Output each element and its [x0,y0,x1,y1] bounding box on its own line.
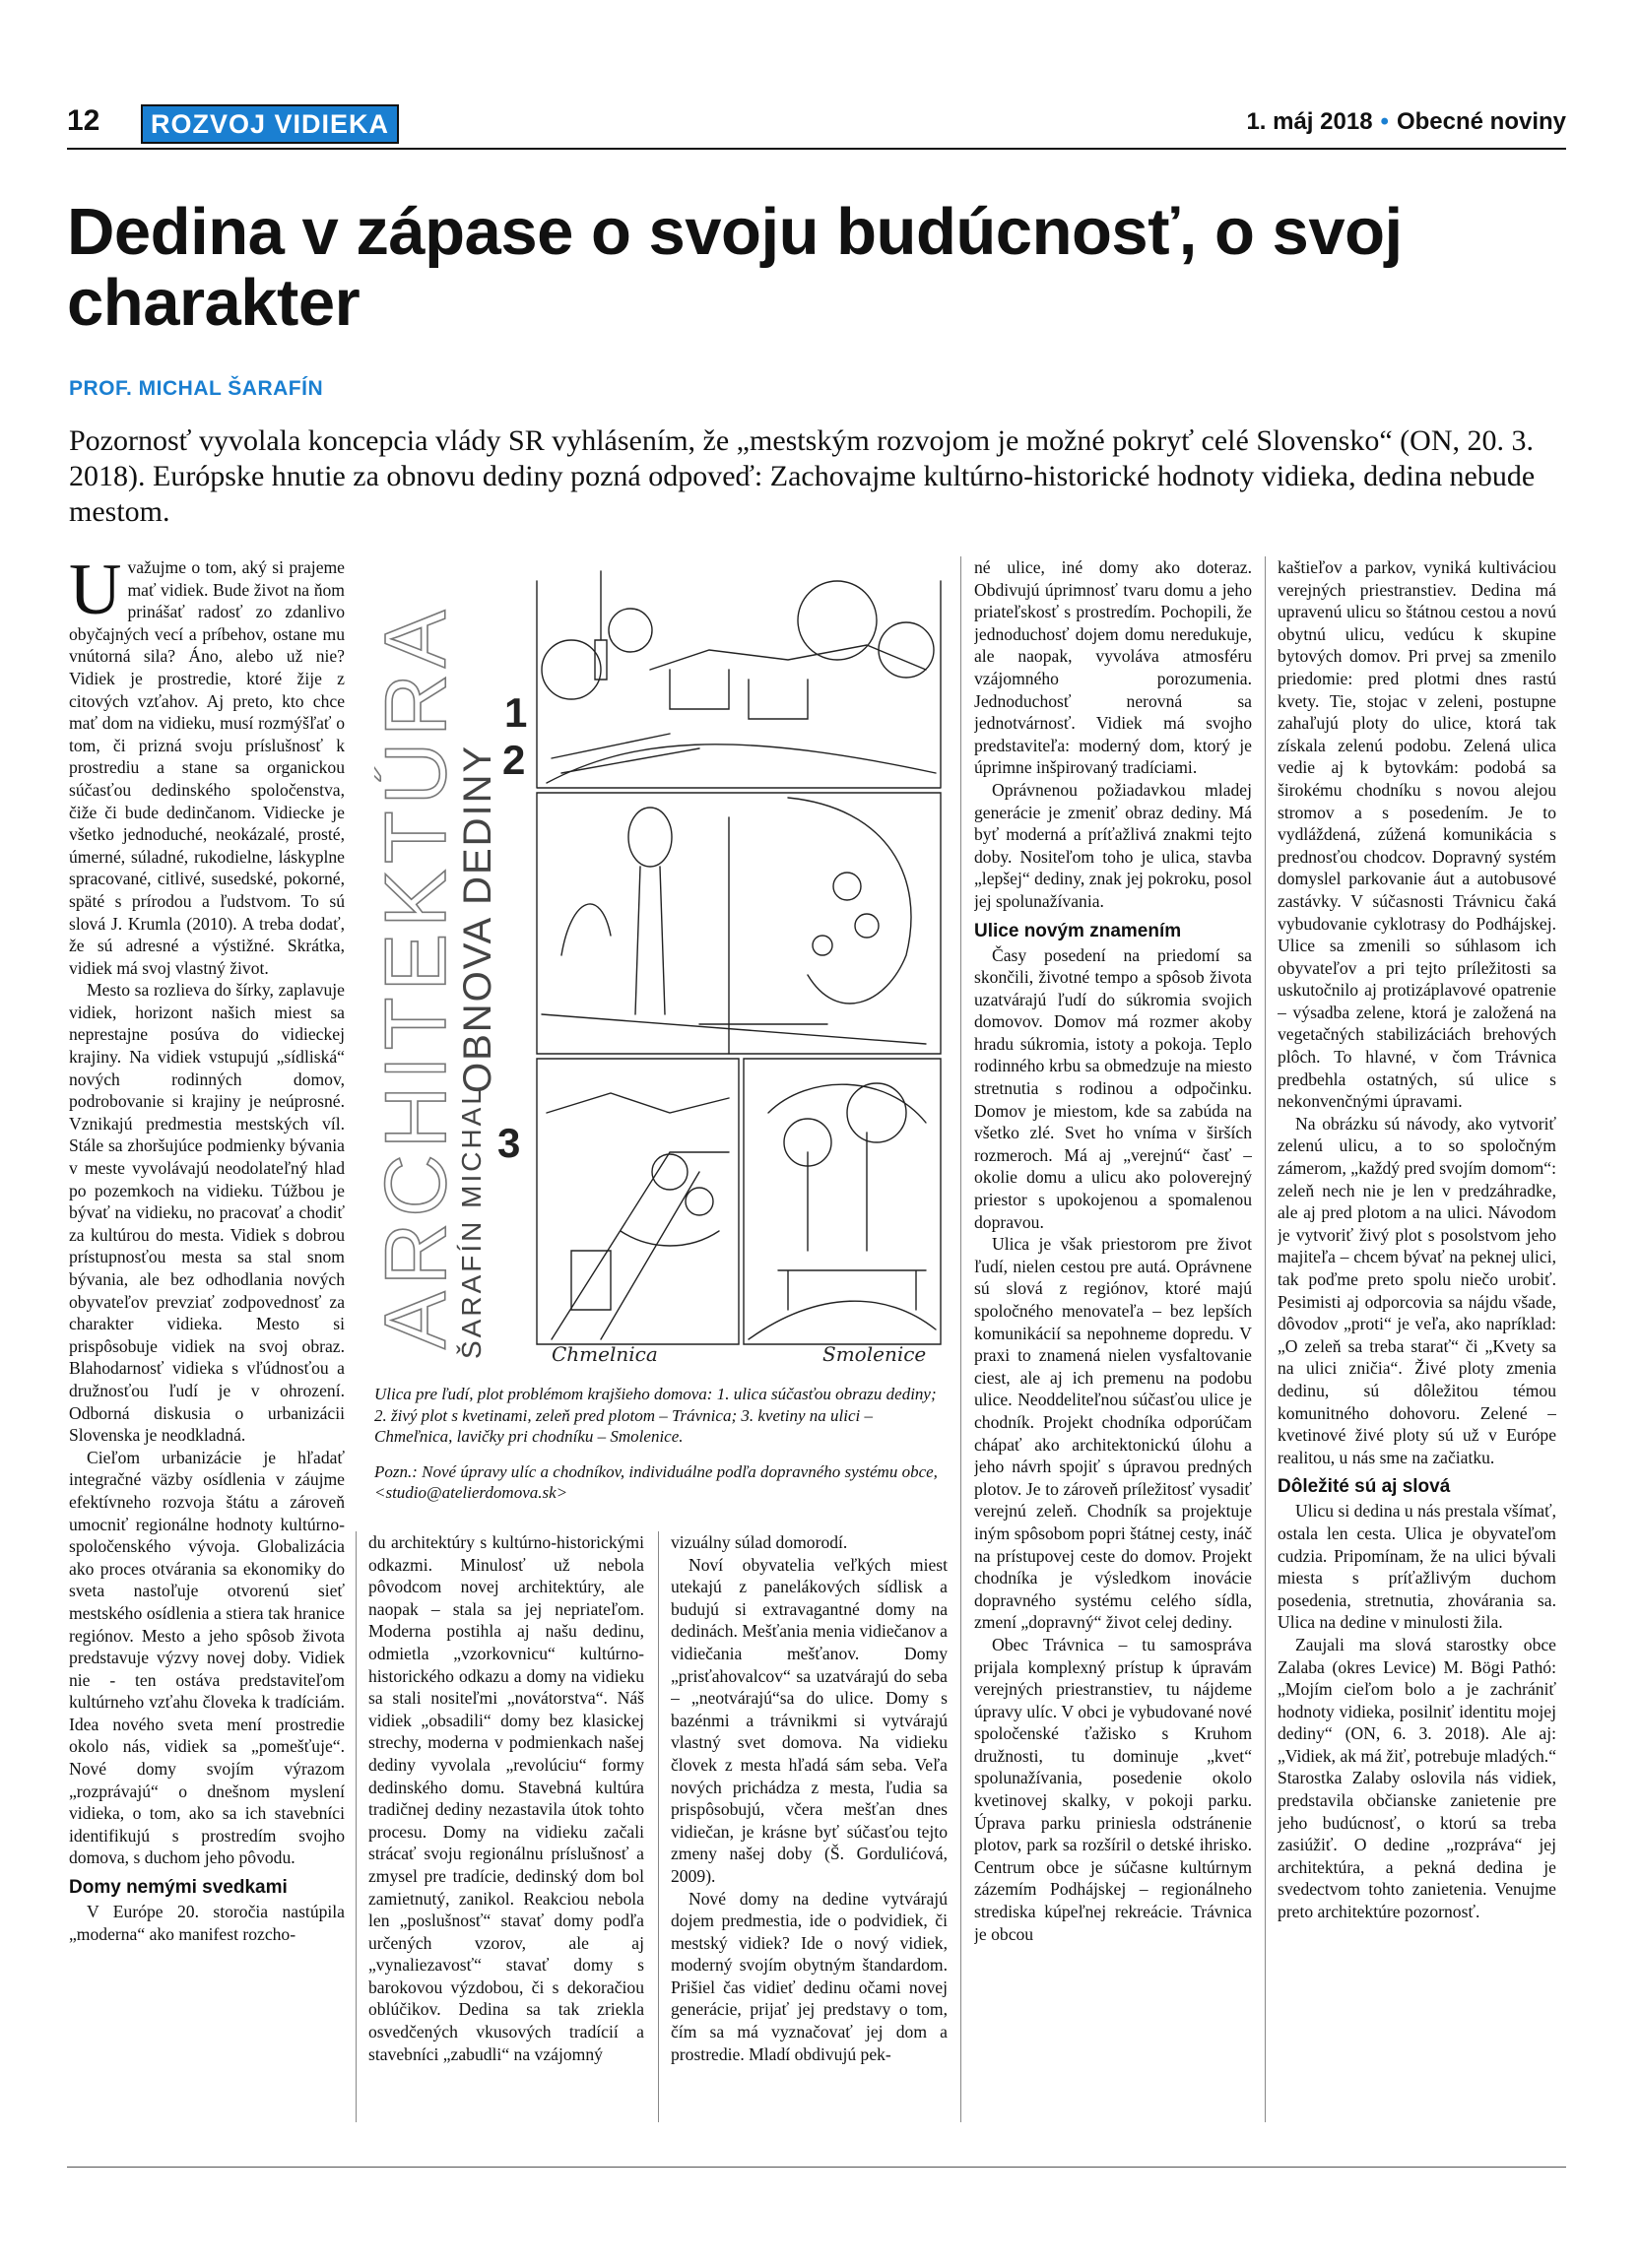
sketch-illustration [374,561,946,1369]
text-column-1 [69,556,345,2122]
illustration-author: ŠARAFÍN MICHAL [456,1086,487,1359]
sketch-sign-chmelnica: Chmelnica [552,1342,658,1366]
column-rule [1265,556,1266,2122]
column-rule [658,1531,659,2122]
caption-text: Ulica pre ľudí, plot problémom krajšieho domova: 1. ulica súčasťou obrazu dediny; 2. živý plot s kvetinami, zeleň pred plotom – Trávnica; 3. kvetiny na ulici – Chmeľnica, lavičky pri chodníku – Smolenice. [374,1385,937,1446]
paragraph: Nové domy na dedine vytvárajú dojem predmestia, ide o podvidiek, či mestský vidiek? Ide o nový vidiek, moderný svojím obytným štandardom. Prišiel čas vidieť dedinu očami novej generácie, prijať jej predstavy o tom, čím sa má vyznačovať jej dom a prostredie. Mladí obdivujú pek- [671,1888,948,2064]
subheading: Dôležité sú aj slová [1278,1476,1451,1498]
separator-dot: • [1380,108,1389,135]
subheading: Ulice novým znamením [974,920,1182,941]
drop-cap: U [69,556,122,630]
paragraph: du architektúry s kultúrno-historickými odkazmi. Minulosť už nebola pôvodcom novej architektúry, ale naopak – stala sa jej nepriateľom. Moderna postihla aj našu dedinu, odmietla „vzorkovnicu“ kultúrno-historického odkazu a domy na vidieku sa stali nositeľmi „novátorstva“. Náš vidiek „obsadili“ domy bez klasickej strechy, moderna v podmienkach našej dediny vyvolala „revolúciu“ formy dedinského domu. Stavebná kultúra tradičnej dediny nezastavila útok tohto procesu. Domy na vidieku začali strácať svoju regionálnu príslušnosť a zmysel pre tradície, dedinský dom bol zamietnutý, zanikol. Reakciou nebola len „poslušnosť“ stavať domy podľa určených vzorov, ale aj „vynaliezavosť“ stavať domy s barokovou výzdobou, či s dekoračiou oblúčikov. Dedina sa tak zriekla osvedčených vkusových tradícií a stavebníci „zabudli“ na vzájomný [368,1532,644,2064]
paragraph: kaštieľov a parkov, vyniká kultiváciou verejných priestranstiev. Dedina má upravenú ulicu so štátnou cestou a novú obytnú ulicu, vedúcu k skupine bytových domov. Pri prvej sa zmenilo priedomie: pred plotmi dnes rastú kvety. Tie, stojac v zeleni, postupne zahaľujú ploty do ulice, ktorá tak získala zelenú podobu. Zelená ulica vedie aj k bytovkám: podobá sa širokému chodníku s novou alejou stromov a s posedením. Je to vydláždená, zúžená komunikácia s prednosťou chodcov. Dopravný systém domyslel parkovanie áut a autobusové zastávky. V súčasnosti Trávnicu čaká vybudovanie cyklotrasy do Podhájskej. Ulice sa zmenili so súhlasom ich obyvateľov a pri tejto príležitosti sa uskutočnilo aj protizáplavové opatrenie – výsadba zelene, ktorá je založená na vegetačných stabilizáciách brehových plôch. To hlavné, v čom Trávnica predbehla ostatných, sú ulice s nekonvenčnými úpravami. [1278,557,1556,1112]
architecture-sketch [374,561,946,1369]
issue-date: 1. máj 2018 [1246,108,1373,135]
publication-name: Obecné noviny [1396,108,1566,135]
paragraph: vizuálny súlad domorodí. [671,1532,848,1552]
sketch-number-3: 3 [497,1120,521,1166]
paragraph: Oprávnenou požiadavkou mladej generácie je zmeniť obraz dediny. Má byť moderná a príťažlivá znakmi tejto doby. Nositeľom toho je ulica, stavba „lepšej“ dediny, znak jej pokroku, posol jej spolunažívania. [974,779,1252,911]
column-rule [356,1531,357,2122]
sketch-number-1: 1 [504,689,528,736]
bottom-rule [67,2167,1566,2168]
issue-info [1246,108,1566,136]
column-rule [960,556,961,2122]
paragraph: Zaujali ma slová starostky obce Zalaba (okres Levice) M. Bögi Pathó: „Mojím cieľom bolo a je zachrániť hodnoty vidieka, posilniť identitu mojej dediny“ (ON, 6. 3. 2018). Ale aj: „Vidiek, ak má žiť, potrebuje mladých.“ Starostka Zalaby oslovila nás vidiek, predstavila občianske zanietenie pre jeho budúcnosť, o ktorú sa treba zasiúžiť. O dedine „rozpráva“ jej architektúra, a pekná dedina je svedectvom tohto zanietenia. Venujme preto architektúre pozornosť. [1278,1634,1556,1922]
text-column-2 [368,1531,644,2122]
paragraph: Obec Trávnica – tu samospráva prijala komplexný prístup k úpravám verejných priestranstiev, tu nájdeme úpravy ulíc. V obci je vybudované nové spoločenské ťažisko s Kruhom družnosti, tu dominuje „kvet“ spolunažívania, posedenie okolo kvetinovej skalky, v pokoji parku. Úprava parku priniesla odstránenie plotov, park sa rozšíril o detské ihrisko. Centrum obce je súčasne kultúrnym zázemím Podhájskej – regionálneho strediska kúpeľnej rekreácie. Trávnica je obcou [974,1634,1252,1944]
paragraph: Cieľom urbanizácie je hľadať integračné väzby osídlenia v záujme efektívneho rozvoja štátu a zároveň umocniť regionálne hodnoty kultúrno-spoločenského vývoja. Globalizácia ako proces otvárania sa ekonomiky do sveta nastoľuje otvorenú sieť mestského osídlenia a stiera tak hranice regiónov. Mesto a jeho spôsob života predstavuje výzvy novej doby. Vidiek nie - ten ostáva predstaviteľom kultúrneho vzťahu človeka k tradíciám. Idea nového sveta mení prostredie okolo nás, vidiek sa „pomešťuje“. Nové domy svojím výrazom „rozprávajú“ o dnešnom myslení vidieka, o tom, ako sa ich stavebníci identifikujú s prostredím svojho domova, s duchom jeho pôvodu. [69,1447,345,1868]
paragraph: Časy posedení na priedomí sa skončili, životné tempo a spôsob života uzatvárajú ľudí do súkromia svojich domovov. Domov má rozmer akoby hradu súkromia, istoty a pokoja. Teplo rodinného krbu sa obmedzuje na miesto stretnutia s rodinou a odpočinku. Domov je miestom, kde sa zabúda na všetko zlé. Svet ho vníma v širších rozmeroch. Má aj „verejnú“ časť – okolie domu a ulicu ako poloverejný priestor s upokojenou a spomalenou dopravou. [974,944,1252,1232]
sketch-number-2: 2 [502,737,526,783]
article-lead: Pozornosť vyvolala koncepcia vlády SR vyhlásením, že „mestským rozvojom je možné pokryť celé Slovensko“ (ON, 20. 3. 2018). Európske hnutie za obnovu dediny pozná odpoveď: Zachovajme kultúrno-historické hodnoty vidieka, dedina nebude mestom. [69,424,1536,528]
sketch-sign-smolenice: Smolenice [822,1342,927,1366]
paragraph: né ulice, iné domy ako doteraz. Obdivujú úprimnosť tvaru domu a jeho priateľskosť s prostredím. Pochopili, že jednoduchosť dojem domu neredukuje, ale naopak, vyvoláva atmosféru vzájomného porozumenia. Jednoduchosť nerovná sa jednotvárnosť. Vidiek má svojho predstaviteľa: moderný dom, ktorý je úprimne inšpirovaný tradíciami. [974,557,1252,778]
paragraph: Mesto sa rozlieva do šírky, zaplavuje vidiek, horizont našich miest sa neprestajne posúva do vidieckej krajiny. Na vidiek vstupujú „sídliská“ nových rodinných domov, podrobovanie si krajiny je neúprosné. Vznikajú predmestia mestských víl. Stále sa zhoršujúce podmienky bývania v meste vyvolávajú neodolateľný hlad po pozemkoch na vidieku. Túžbou je bývať na vidieku, no pracovať a chodiť za kultúrou do mesta. Vidiek s dobrou prístupnosťou mesta sa stal snom bývania, ale bez odhodlania nových obyvateľov prevziať zodpovednosť za charakter vidieka. Mesto si prispôsobuje vidiek na svoj obraz. Blahodarnosť vidieka s vľúdnosťou a družnosťou ľudí je v ohrození. Odborná diskusia o urbanizácii Slovenska je neodkladná. [69,980,345,1446]
section-label: ROZVOJ VIDIEKA [141,104,399,144]
page-header [67,104,1566,144]
illustration-subtitle: OBNOVA DEDINY [456,744,499,1093]
subheading: Domy nemými svedkami [69,1877,288,1899]
paragraph: Noví obyvatelia veľkých miest utekajú z panelákových sídlisk a budujú si extravagantné domy na dedinách. Mešťania menia vidiečanov a vidiečania mešťanov. Domy „prisťahovalcov“ sa uzatvárajú do seba – „neotvárajú“sa do ulice. Domy s bazénmi a trávnikmi si vytvárajú vlastný svet domova. Na vidieku človek z mesta hľadá sám seba. Veľa nových prichádza z mesta, ľudia sa prispôsobujú, včera mešťan dnes vidiečan, je krásne byť súčasťou tejto zmeny našej doby (Š. Gordulićová, 2009). [671,1554,948,1886]
illustration-caption [374,1384,946,1504]
paragraph: Uvažujme o tom, aký si prajeme mať vidiek. Bude život na ňom prinášať radosť zo zdanlivo obyčajných vecí a príbehov, ostane mu vnútorná sila? Áno, alebo už nie? Vidiek je prostredie, ktoré žije z citových vzťahov. Aj preto, kto chce mať dom na vidieku, musí rozmýšľať o tom, či prizná svoju príslušnosť k prostrediu a stane sa organickou súčasťou dedinského spoločenstva, čiže či bude dedinčanom. Vidiecke je všetko jednoduché, neokázalé, prosté, úmerné, súladné, rukodielne, láskyplne spracované, citlivé, susedské, pokorné, späté s prírodou a ľudstvom. To sú slová J. Krumla (2010). A treba dodať, že sú adresné a výstižné. Skrátka, vidiek má svoj vlastný život. [69,556,345,978]
paragraph: Ulicu si dedina u nás prestala všímať, ostala len cesta. Ulica je obyvateľom cudzia. Pripomínam, že na ulici bývali miesta s príťažlivým duchom posedenia, stretnutia, zhovárania sa. Ulica na dedine v minulosti žila. [1278,1501,1556,1633]
paragraph: Na obrázku sú návody, ako vytvoriť zelenú ulicu, a to so spoločným zámerom, „každý pred svojím domom“: zeleň nech nie je len v predzáhradke, ale aj pred plotom a na ulici. Návodom je vytvoriť živý plot s posolstvom jeho majiteľa – chcem bývať na peknej ulici, tak poďme preto spolu niečo urobiť. Pesimisti aj odporcovia sa nájdu všade, dôvodov „proti“ je veľa, ako napríklad: „O zeleň sa treba starať“ či „Kvety sa na ulici zničia“. Živé ploty zmenia dedinu, sú dôležitou témou komunitného dohovoru. Zelené – kvetinové živé ploty sú už v Európe realitou, u nás sme na začiatku. [1278,1113,1556,1467]
illustration-title: ARCHITEKTÚRA [374,604,464,1349]
header-rule [67,148,1566,150]
article-headline: Dedina v zápase o svoju budúcnosť, o svoj charakter [67,195,1403,340]
article-author: PROF. MICHAL ŠARAFÍN [69,377,324,400]
caption-note: Pozn.: Nové úpravy ulíc a chodníkov, individuálne podľa dopravného systému obce, <studio@atelierdomova.sk> [374,1461,938,1502]
text-column-3 [671,1531,948,2122]
paragraph: V Európe 20. storočia nastúpila „moderna“ ako manifest rozcho- [69,1902,345,1944]
paragraph: Ulica je však priestorom pre život ľudí, nielen cestou pre autá. Oprávnene sú slová z regiónov, ktoré majú spoločného menovateľa – bez lepších komunikácií sa nepohneme dopredu. V praxi to znamená nielen vysfaltovanie ciest, ale aj ich premenu na podobu ulice. Neoddeliteľnou súčasťou ulice je chodník. Projekt chodníka odporúčam chápať ako architektonickú úlohu a jeho návrh spojiť s úpravou predných plotov. Je to zároveň príležitosť vysadiť verejnú zeleň. Chodník sa projektuje iným spôsobom popri štátnej cesty, ináč na prístupovej ceste do domov. Projekt chodníka je výsledkom inovácie dopravného systému celého sídla, zmení „dopravný“ život celej dediny. [974,1234,1252,1633]
text-column-4 [974,556,1252,2122]
text-column-5 [1278,556,1556,2122]
page-number: 12 [67,104,100,137]
